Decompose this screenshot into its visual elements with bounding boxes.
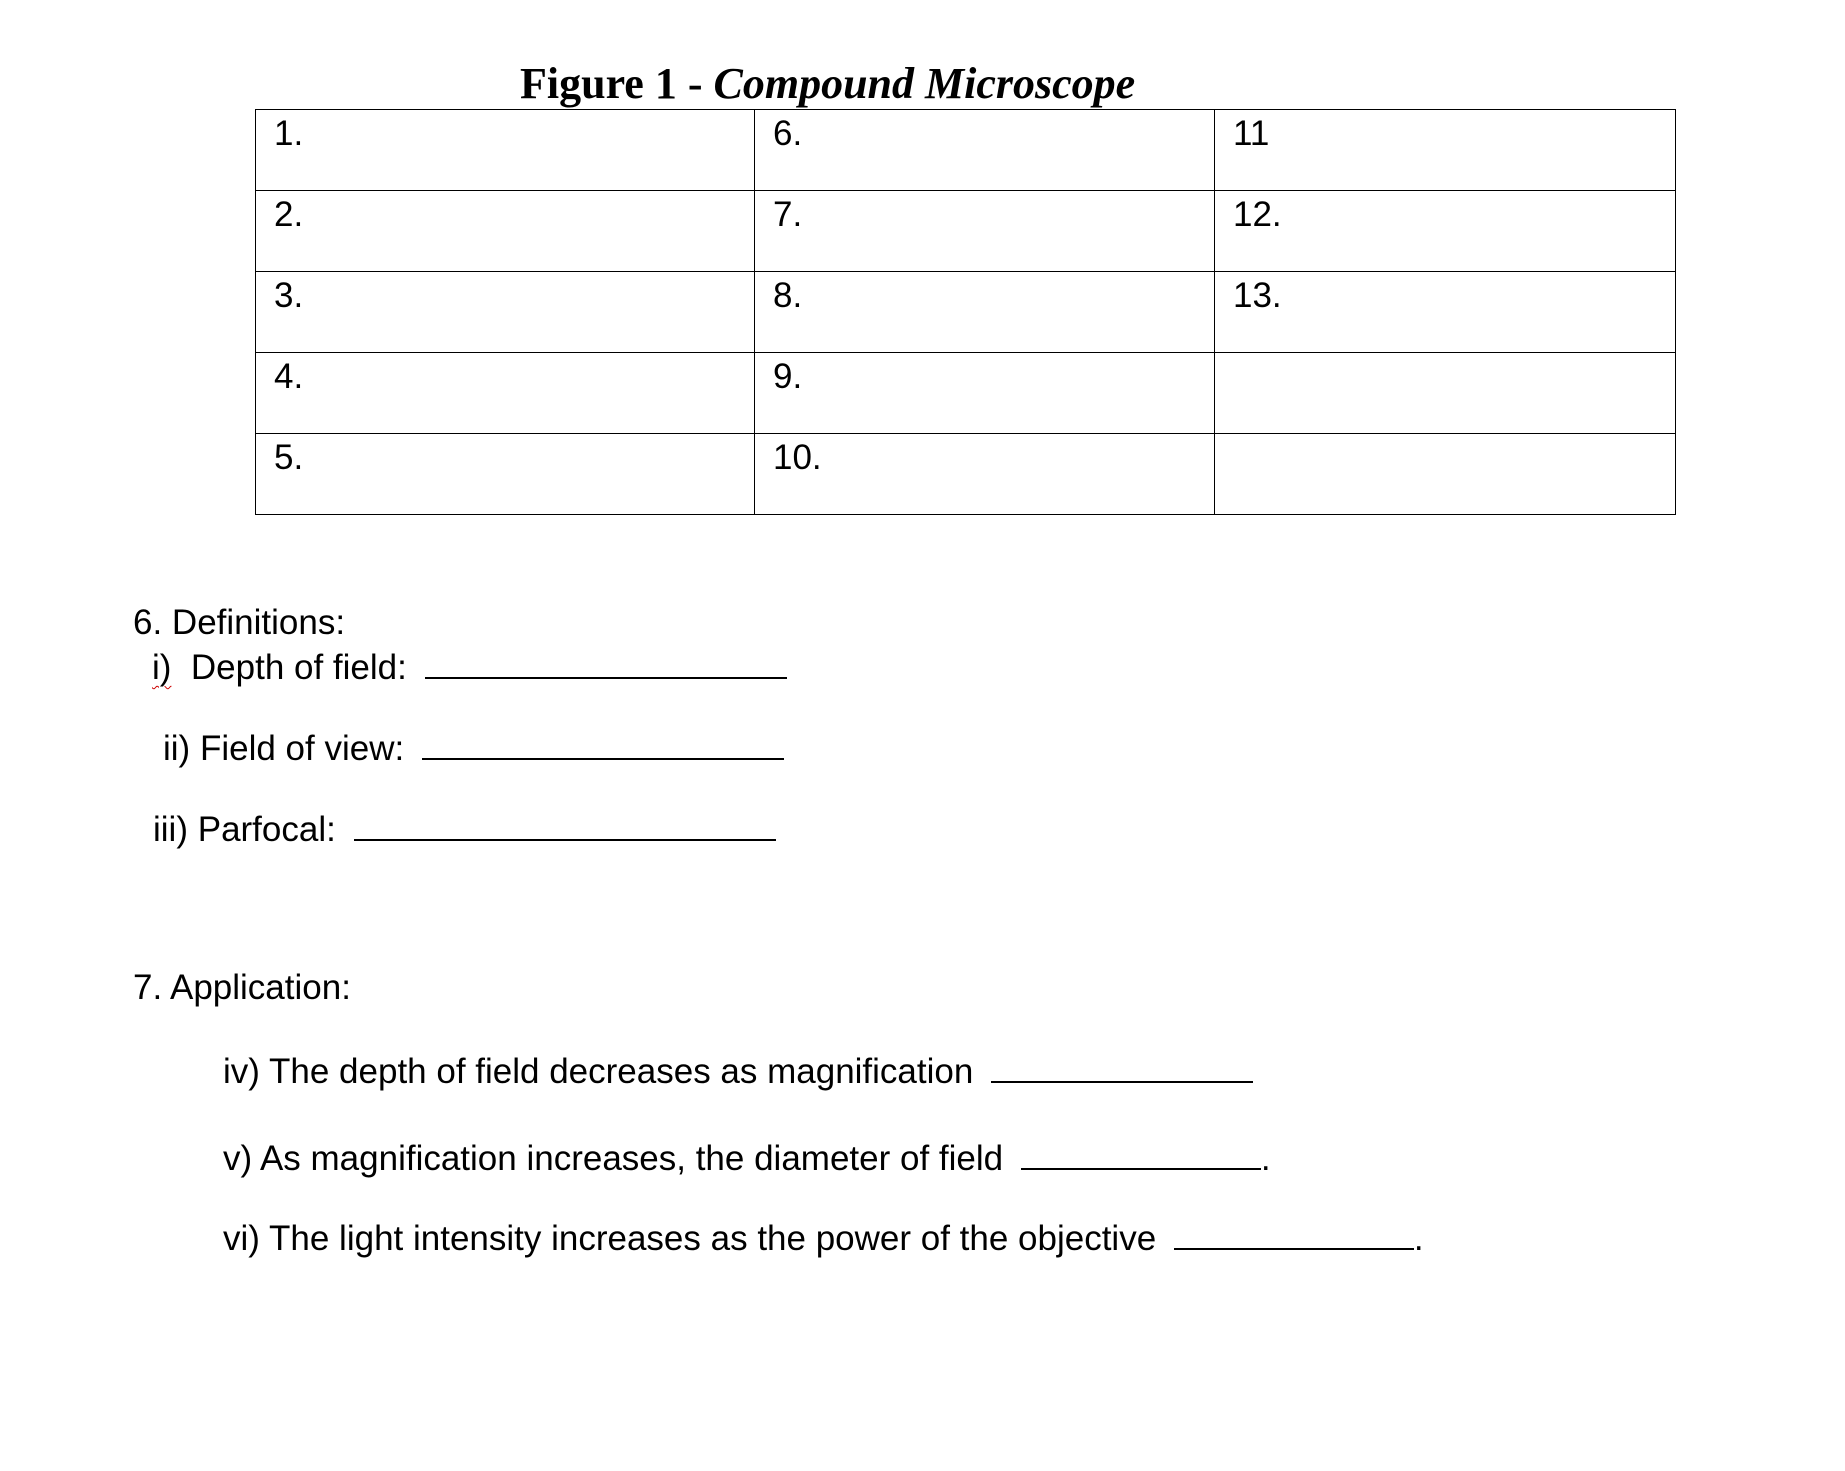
application-text: vi) The light intensity increases as the power of the objective — [223, 1219, 1157, 1258]
application-item-iv — [223, 1047, 1253, 1094]
table-cell[interactable]: 6. — [755, 110, 1215, 191]
table-cell[interactable]: 7. — [755, 191, 1215, 272]
definition-depth-of-field — [152, 643, 787, 690]
application-item-v — [223, 1134, 1271, 1181]
answer-blank[interactable] — [425, 643, 787, 679]
definition-label: Field of view: — [199, 729, 405, 768]
answer-blank[interactable] — [354, 805, 776, 841]
table-row — [256, 110, 1676, 191]
application-text: v) As magnification increases, the diameter of field — [223, 1139, 1004, 1178]
answer-blank[interactable] — [991, 1047, 1253, 1083]
answer-blank[interactable] — [1021, 1134, 1261, 1170]
application-suffix: . — [1260, 1139, 1271, 1178]
table-cell[interactable]: 2. — [256, 191, 755, 272]
table-cell[interactable] — [1215, 353, 1676, 434]
figure-title-subtitle: Compound Microscope — [713, 59, 1136, 108]
definition-numeral: iii) — [153, 810, 188, 849]
table-row — [256, 191, 1676, 272]
definition-numeral: ii) — [163, 729, 191, 768]
answer-blank[interactable] — [422, 724, 784, 760]
application-text: iv) The depth of field decreases as magnification — [223, 1052, 974, 1091]
table-cell[interactable] — [1215, 434, 1676, 515]
table-cell[interactable]: 5. — [256, 434, 755, 515]
definition-parfocal — [153, 805, 776, 852]
table-cell[interactable]: 10. — [755, 434, 1215, 515]
figure-title — [520, 54, 1135, 114]
definition-numeral: i) — [152, 648, 172, 687]
definition-label: Parfocal: — [197, 810, 336, 849]
table-cell[interactable]: 11 — [1215, 110, 1676, 191]
microscope-label-table — [255, 109, 1676, 515]
definition-label: Depth of field: — [190, 648, 407, 687]
table-row — [256, 434, 1676, 515]
table-cell[interactable]: 1. — [256, 110, 755, 191]
table-cell[interactable]: 4. — [256, 353, 755, 434]
table-cell[interactable]: 8. — [755, 272, 1215, 353]
definitions-heading: 6. Definitions: — [133, 603, 346, 642]
table-row — [256, 353, 1676, 434]
figure-title-main: Figure 1 - — [520, 59, 714, 108]
table-cell[interactable]: 12. — [1215, 191, 1676, 272]
application-item-vi — [223, 1214, 1424, 1261]
table-cell[interactable]: 9. — [755, 353, 1215, 434]
table-cell[interactable]: 13. — [1215, 272, 1676, 353]
table-cell[interactable]: 3. — [256, 272, 755, 353]
application-suffix: . — [1413, 1219, 1424, 1258]
definition-field-of-view — [163, 724, 784, 771]
answer-blank[interactable] — [1174, 1214, 1414, 1250]
application-heading: 7. Application: — [133, 968, 351, 1007]
table-row — [256, 272, 1676, 353]
